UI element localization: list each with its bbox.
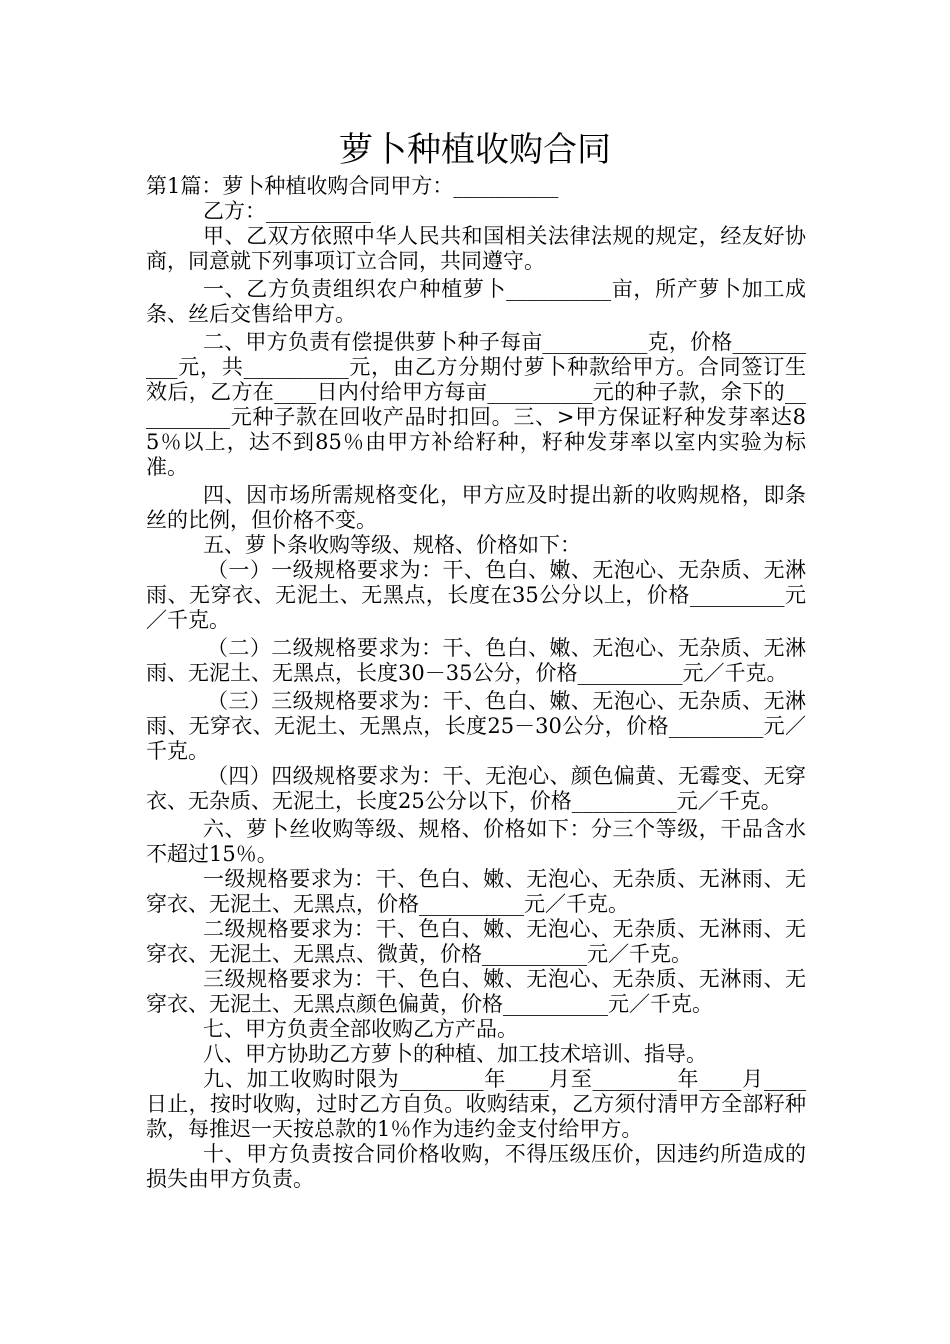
- paragraph-clause-4: 四、因市场所需规格变化，甲方应及时提出新的收购规格，即条丝的比例，但价格不变。: [146, 483, 806, 532]
- paragraph-shred-grade-1: 一级规格要求为：干、色白、嫩、无泡心、无杂质、无淋雨、无穿衣、无泥土、无黑点，价格__________元／千克。: [146, 867, 806, 916]
- paragraph-clause-9: 九、加工收购时限为________年____月至________年____月____日止，按时收购，过时乙方自负。收购结束，乙方须付清甲方全部籽种款，每推迟一天按总款的1％作为违约金支付给甲方。: [146, 1067, 806, 1141]
- paragraph-clause-5: 五、萝卜条收购等级、规格、价格如下：: [203, 533, 581, 557]
- paragraph-clause-6: 六、萝卜丝收购等级、规格、价格如下：分三个等级，干品含水不超过15％。: [146, 817, 806, 866]
- paragraph-strip-grade-4: （四）四级规格要求为：干、无泡心、颜色偏黄、无霉变、无穿衣、无杂质、无泥土，长度25公分以下，价格__________元／千克。: [146, 764, 806, 813]
- paragraph-clause-7: 七、甲方负责全部收购乙方产品。: [203, 1017, 518, 1041]
- paragraph-shred-grade-3: 三级规格要求为：干、色白、嫩、无泡心、无杂质、无淋雨、无穿衣、无泥土、无黑点颜色偏黄，价格__________元／千克。: [146, 967, 806, 1016]
- paragraph-strip-grade-2: （二）二级规格要求为：干、色白、嫩、无泡心、无杂质、无淋雨、无泥土、无黑点，长度30－35公分，价格__________元／千克。: [146, 636, 806, 685]
- document-body: [146, 174, 806, 1192]
- paragraph-clause-2: 二、甲方负责有偿提供萝卜种子每亩__________克，价格__________元，共__________元，由乙方分期付萝卜种款给甲方。合同签订生效后，乙方在____日内付给甲方每亩__________元的种子款，余下的__________元种子款在回收产品时扣回。三、>甲方保证籽种发芽率达85％以上，达不到85％由甲方补给籽种，籽种发芽率以室内实验为标准。: [146, 330, 806, 479]
- paragraph-clause-1: 一、乙方负责组织农户种植萝卜__________亩，所产萝卜加工成条、丝后交售给甲方。: [146, 277, 806, 326]
- paragraph-clause-8: 八、甲方协助乙方萝卜的种植、加工技术培训、指导。: [203, 1042, 707, 1066]
- paragraph-strip-grade-1: （一）一级规格要求为：干、色白、嫩、无泡心、无杂质、无淋雨、无穿衣、无泥土、无黑点，长度在35公分以上，价格_________元／千克。: [146, 558, 806, 632]
- paragraph-party-a: 第1篇：萝卜种植收购合同甲方：__________: [146, 174, 559, 198]
- paragraph-clause-10: 十、甲方负责按合同价格收购，不得压级压价，因违约所造成的损失由甲方负责。: [146, 1142, 806, 1191]
- paragraph-party-b: 乙方：__________: [203, 199, 371, 223]
- paragraph-shred-grade-2: 二级规格要求为：干、色白、嫩、无泡心、无杂质、无淋雨、无穿衣、无泥土、无黑点、微黄，价格__________元／千克。: [146, 917, 806, 966]
- paragraph-preamble: 甲、乙双方依照中华人民共和国相关法律法规的规定，经友好协商，同意就下列事项订立合同，共同遵守。: [146, 224, 806, 273]
- document-title: 萝卜种植收购合同: [339, 130, 611, 170]
- paragraph-strip-grade-3: （三）三级规格要求为：干、色白、嫩、无泡心、无杂质、无淋雨、无穿衣、无泥土、无黑点，长度25－30公分，价格_________元／千克。: [146, 689, 806, 763]
